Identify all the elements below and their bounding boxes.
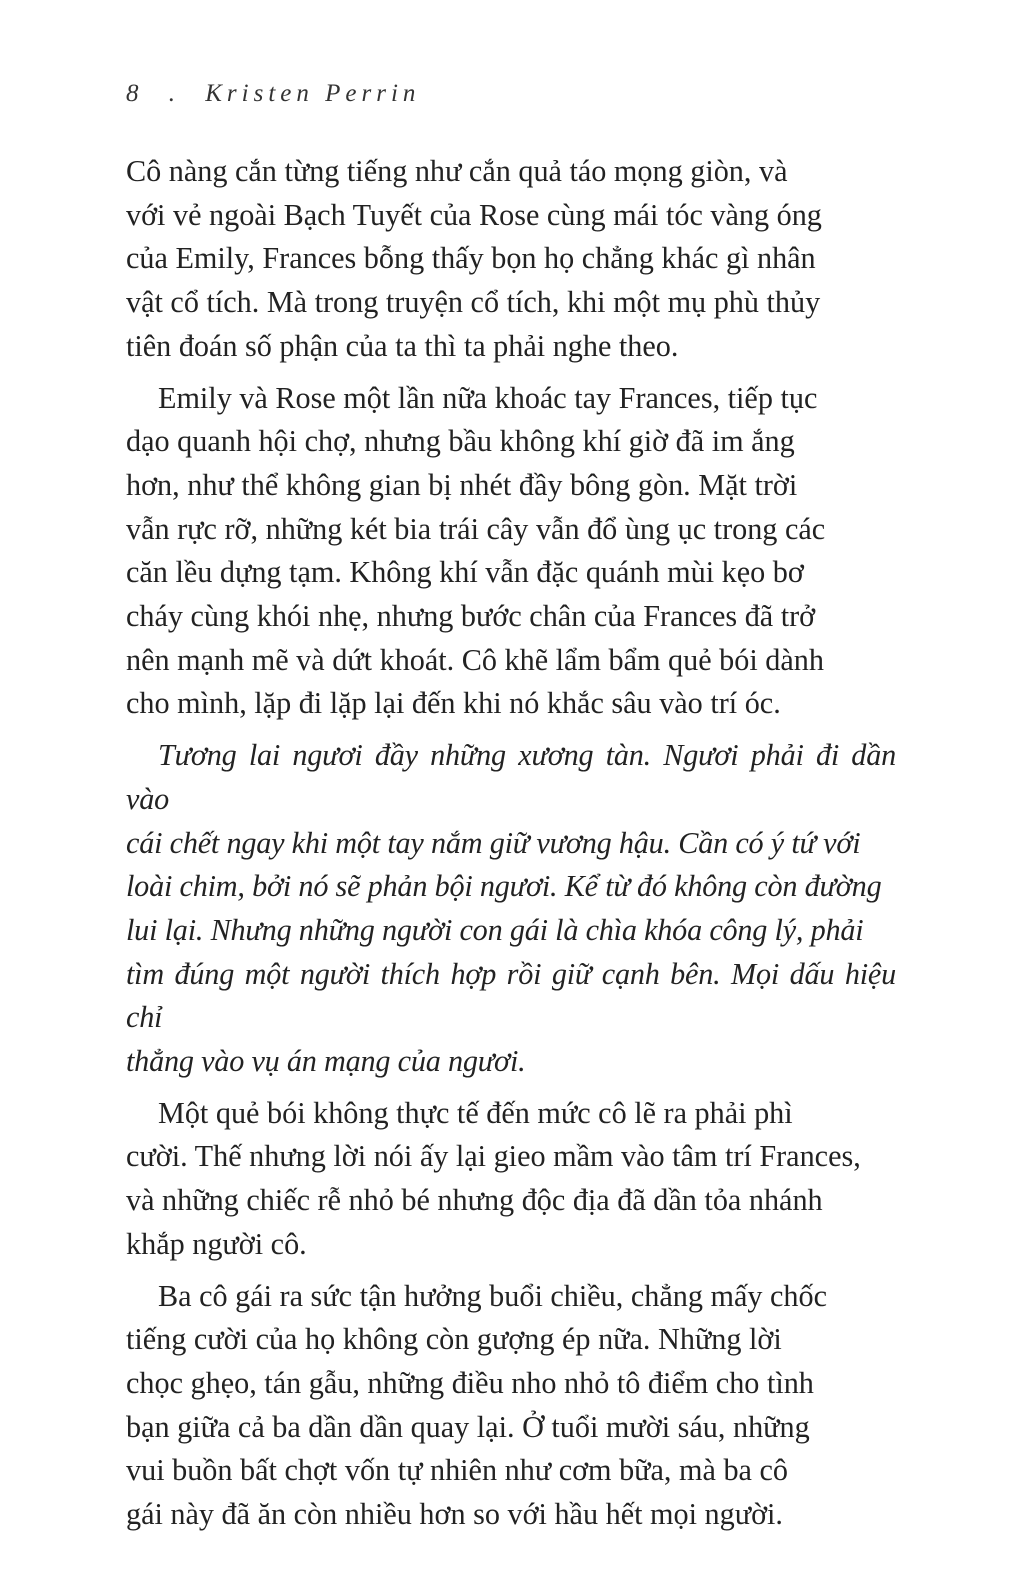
prophecy-paragraph: Tương lai ngươi đầy những xương tàn. Ngươi phải đi dần vào cái chết ngay khi một tay nắm giữ vương hậu. Cần có ý tứ với loài chim, bởi nó sẽ phản bội ngươi. Kể từ đó không còn đường lui lại. Nhưng những người con gái là chìa khóa công lý, phải tìm đúng một người thích hợp rồi giữ cạnh bên. Mọi dấu hiệu chỉ thẳng vào vụ án mạng của ngươi.	[126, 738, 896, 1079]
running-header	[126, 80, 420, 108]
paragraph-1: Cô nàng cắn từng tiếng như cắn quả táo mọng giòn, và với vẻ ngoài Bạch Tuyết của Rose cùng mái tóc vàng óng của Emily, Frances bỗng thấy bọn họ chẳng khác gì nhân vật cổ tích. Mà trong truyện cổ tích, khi một mụ phù thủy tiên đoán số phận của ta thì ta phải nghe theo.	[126, 154, 822, 363]
paragraph-4: Một quẻ bói không thực tế đến mức cô lẽ ra phải phì cười. Thế nhưng lời nói ấy lại gieo mầm vào tâm trí Frances, và những chiếc rễ nhỏ bé nhưng độc địa đã dần tỏa nhánh khắp người cô.	[126, 1095, 861, 1261]
paragraph-5: Ba cô gái ra sức tận hưởng buổi chiều, chẳng mấy chốc tiếng cười của họ không còn gượng ép nữa. Những lời chọc ghẹo, tán gẫu, những điều nho nhỏ tô điểm cho tình bạn giữa cả ba dần dần quay lại. Ở tuổi mười sáu, những vui buồn bất chợt vốn tự nhiên như cơm bữa, mà ba cô gái này đã ăn còn nhiều hơn so với hầu hết mọi người.	[126, 1278, 827, 1532]
author-name: Kristen Perrin	[205, 80, 421, 107]
header-separator: .	[168, 80, 180, 107]
paragraph-2: Emily và Rose một lần nữa khoác tay Frances, tiếp tục dạo quanh hội chợ, nhưng bầu không khí giờ đã im ắng hơn, như thể không gian bị nhét đầy bông gòn. Mặt trời vẫn rực rỡ, những két bia trái cây vẫn đổ ùng ục trong các căn lều dựng tạm. Không khí vẫn đặc quánh mùi kẹo bơ cháy cùng khói nhẹ, nhưng bước chân của Frances đã trở nên mạnh mẽ và dứt khoát. Cô khẽ lẩm bẩm quẻ bói dành cho mình, lặp đi lặp lại đến khi nó khắc sâu vào trí óc.	[126, 380, 826, 721]
page-body	[126, 150, 896, 1537]
page-number: 8	[126, 80, 144, 107]
